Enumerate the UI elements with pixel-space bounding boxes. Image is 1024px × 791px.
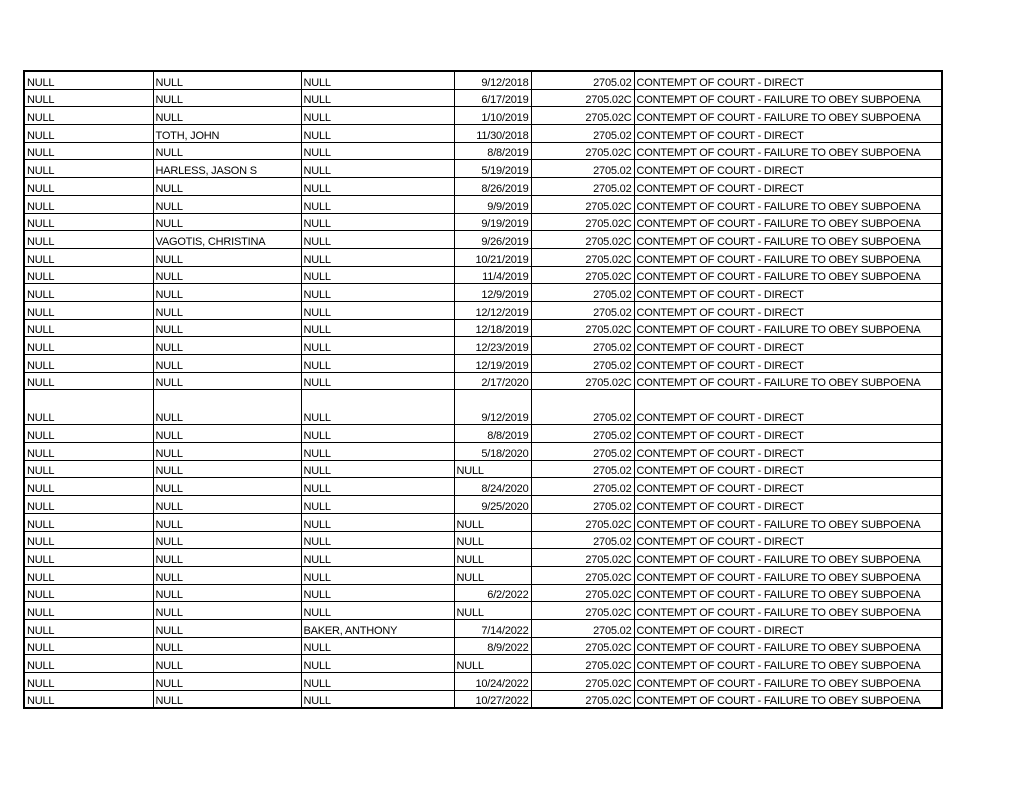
table-row bbox=[24, 195, 942, 213]
column-2-cell: NULL bbox=[153, 337, 301, 355]
column-2-cell: NULL bbox=[153, 602, 301, 620]
table-row bbox=[24, 71, 942, 89]
column-2-cell: NULL bbox=[153, 584, 301, 602]
date-cell: 10/27/2022 bbox=[454, 690, 531, 708]
charge-description-cell: CONTEMPT OF COURT - FAILURE TO OBEY SUBPOENA bbox=[634, 231, 942, 249]
charge-description-cell: CONTEMPT OF COURT - FAILURE TO OBEY SUBPOENA bbox=[634, 637, 942, 655]
charge-description-cell: CONTEMPT OF COURT - FAILURE TO OBEY SUBPOENA bbox=[634, 549, 942, 567]
charge-description-cell: CONTEMPT OF COURT - FAILURE TO OBEY SUBPOENA bbox=[634, 602, 942, 620]
column-1-cell: NULL bbox=[24, 195, 153, 213]
charge-description-cell: CONTEMPT OF COURT - DIRECT bbox=[634, 125, 942, 143]
table-row bbox=[24, 566, 942, 584]
charge-description-cell: CONTEMPT OF COURT - FAILURE TO OBEY SUBPOENA bbox=[634, 655, 942, 673]
statute-code-cell: 2705.02C bbox=[531, 637, 634, 655]
spreadsheet-page bbox=[23, 70, 941, 709]
statute-code-cell: 2705.02 bbox=[531, 619, 634, 637]
column-3-cell: NULL bbox=[301, 301, 454, 319]
column-3-cell: BAKER, ANTHONY bbox=[301, 619, 454, 637]
table-row bbox=[24, 142, 942, 160]
charge-description-cell: CONTEMPT OF COURT - DIRECT bbox=[634, 425, 942, 443]
charge-description-cell: CONTEMPT OF COURT - DIRECT bbox=[634, 160, 942, 178]
column-2-cell: NULL bbox=[153, 690, 301, 708]
column-2-cell: NULL bbox=[153, 213, 301, 231]
date-cell: 8/26/2019 bbox=[454, 178, 531, 196]
date-cell: NULL bbox=[454, 566, 531, 584]
table-row bbox=[24, 531, 942, 549]
statute-code-cell: 2705.02C bbox=[531, 655, 634, 673]
column-3-cell: NULL bbox=[301, 637, 454, 655]
column-1-cell: NULL bbox=[24, 673, 153, 691]
column-1-cell: NULL bbox=[24, 125, 153, 143]
column-3-cell: NULL bbox=[301, 160, 454, 178]
table-row bbox=[24, 602, 942, 620]
statute-code-cell: 2705.02C bbox=[531, 602, 634, 620]
charge-description-cell: CONTEMPT OF COURT - FAILURE TO OBEY SUBPOENA bbox=[634, 566, 942, 584]
charge-description-cell: CONTEMPT OF COURT - DIRECT bbox=[634, 390, 942, 425]
column-2-cell: NULL bbox=[153, 266, 301, 284]
column-3-cell: NULL bbox=[301, 266, 454, 284]
column-3-cell: NULL bbox=[301, 125, 454, 143]
statute-code-cell: 2705.02 bbox=[531, 460, 634, 478]
charge-description-cell: CONTEMPT OF COURT - FAILURE TO OBEY SUBPOENA bbox=[634, 584, 942, 602]
column-3-cell: NULL bbox=[301, 673, 454, 691]
column-1-cell: NULL bbox=[24, 690, 153, 708]
column-2-cell: NULL bbox=[153, 566, 301, 584]
charge-description-cell: CONTEMPT OF COURT - DIRECT bbox=[634, 443, 942, 461]
charge-description-cell: CONTEMPT OF COURT - FAILURE TO OBEY SUBPOENA bbox=[634, 513, 942, 531]
table-row bbox=[24, 584, 942, 602]
column-2-cell: NULL bbox=[153, 513, 301, 531]
statute-code-cell: 2705.02C bbox=[531, 690, 634, 708]
column-3-cell: NULL bbox=[301, 655, 454, 673]
column-1-cell: NULL bbox=[24, 71, 153, 89]
date-cell: 11/30/2018 bbox=[454, 125, 531, 143]
column-2-cell: NULL bbox=[153, 301, 301, 319]
statute-code-cell: 2705.02C bbox=[531, 372, 634, 390]
column-1-cell: NULL bbox=[24, 355, 153, 373]
table-row bbox=[24, 549, 942, 567]
column-3-cell: NULL bbox=[301, 178, 454, 196]
column-2-cell: NULL bbox=[153, 390, 301, 425]
column-3-cell: NULL bbox=[301, 390, 454, 425]
statute-code-cell: 2705.02C bbox=[531, 195, 634, 213]
table-row bbox=[24, 690, 942, 708]
column-2-cell: NULL bbox=[153, 460, 301, 478]
charge-description-cell: CONTEMPT OF COURT - DIRECT bbox=[634, 478, 942, 496]
table-row bbox=[24, 673, 942, 691]
column-2-cell: NULL bbox=[153, 637, 301, 655]
statute-code-cell: 2705.02 bbox=[531, 355, 634, 373]
charge-description-cell: CONTEMPT OF COURT - DIRECT bbox=[634, 284, 942, 302]
statute-code-cell: 2705.02C bbox=[531, 213, 634, 231]
column-3-cell: NULL bbox=[301, 425, 454, 443]
charge-description-cell: CONTEMPT OF COURT - FAILURE TO OBEY SUBPOENA bbox=[634, 248, 942, 266]
statute-code-cell: 2705.02C bbox=[531, 513, 634, 531]
date-cell: 9/26/2019 bbox=[454, 231, 531, 249]
column-1-cell: NULL bbox=[24, 301, 153, 319]
column-1-cell: NULL bbox=[24, 266, 153, 284]
statute-code-cell: 2705.02C bbox=[531, 89, 634, 107]
table-row bbox=[24, 248, 942, 266]
column-1-cell: NULL bbox=[24, 513, 153, 531]
column-3-cell: NULL bbox=[301, 478, 454, 496]
column-1-cell: NULL bbox=[24, 372, 153, 390]
column-2-cell: NULL bbox=[153, 549, 301, 567]
column-3-cell: NULL bbox=[301, 248, 454, 266]
statute-code-cell: 2705.02C bbox=[531, 673, 634, 691]
charge-description-cell: CONTEMPT OF COURT - DIRECT bbox=[634, 619, 942, 637]
table-row bbox=[24, 637, 942, 655]
column-1-cell: NULL bbox=[24, 496, 153, 514]
column-1-cell: NULL bbox=[24, 531, 153, 549]
charge-description-cell: CONTEMPT OF COURT - DIRECT bbox=[634, 71, 942, 89]
column-1-cell: NULL bbox=[24, 160, 153, 178]
column-2-cell: NULL bbox=[153, 178, 301, 196]
table-row bbox=[24, 284, 942, 302]
statute-code-cell: 2705.02 bbox=[531, 71, 634, 89]
statute-code-cell: 2705.02C bbox=[531, 266, 634, 284]
table-row bbox=[24, 513, 942, 531]
statute-code-cell: 2705.02C bbox=[531, 584, 634, 602]
column-3-cell: NULL bbox=[301, 566, 454, 584]
column-2-cell: NULL bbox=[153, 284, 301, 302]
column-2-cell: NULL bbox=[153, 619, 301, 637]
statute-code-cell: 2705.02 bbox=[531, 337, 634, 355]
date-cell: 9/12/2018 bbox=[454, 71, 531, 89]
date-cell: 12/19/2019 bbox=[454, 355, 531, 373]
charge-description-cell: CONTEMPT OF COURT - FAILURE TO OBEY SUBPOENA bbox=[634, 107, 942, 125]
column-3-cell: NULL bbox=[301, 584, 454, 602]
date-cell: NULL bbox=[454, 460, 531, 478]
column-2-cell: TOTH, JOHN bbox=[153, 125, 301, 143]
column-1-cell: NULL bbox=[24, 602, 153, 620]
table-row bbox=[24, 266, 942, 284]
charge-description-cell: CONTEMPT OF COURT - DIRECT bbox=[634, 531, 942, 549]
statute-code-cell: 2705.02C bbox=[531, 549, 634, 567]
date-cell: 11/4/2019 bbox=[454, 266, 531, 284]
date-cell: 8/24/2020 bbox=[454, 478, 531, 496]
charge-description-cell: CONTEMPT OF COURT - FAILURE TO OBEY SUBPOENA bbox=[634, 266, 942, 284]
date-cell: 12/9/2019 bbox=[454, 284, 531, 302]
table-row bbox=[24, 496, 942, 514]
table-row bbox=[24, 655, 942, 673]
column-1-cell: NULL bbox=[24, 337, 153, 355]
date-cell: 9/25/2020 bbox=[454, 496, 531, 514]
column-3-cell: NULL bbox=[301, 355, 454, 373]
column-2-cell: NULL bbox=[153, 531, 301, 549]
table-row bbox=[24, 319, 942, 337]
column-2-cell: NULL bbox=[153, 425, 301, 443]
date-cell: NULL bbox=[454, 549, 531, 567]
table-row bbox=[24, 160, 942, 178]
table-row bbox=[24, 213, 942, 231]
column-3-cell: NULL bbox=[301, 443, 454, 461]
charge-description-cell: CONTEMPT OF COURT - DIRECT bbox=[634, 178, 942, 196]
column-1-cell: NULL bbox=[24, 231, 153, 249]
date-cell: 2/17/2020 bbox=[454, 372, 531, 390]
date-cell: 10/21/2019 bbox=[454, 248, 531, 266]
statute-code-cell: 2705.02 bbox=[531, 125, 634, 143]
column-2-cell: NULL bbox=[153, 107, 301, 125]
column-2-cell: NULL bbox=[153, 478, 301, 496]
date-cell: NULL bbox=[454, 602, 531, 620]
charge-description-cell: CONTEMPT OF COURT - FAILURE TO OBEY SUBPOENA bbox=[634, 195, 942, 213]
charge-description-cell: CONTEMPT OF COURT - DIRECT bbox=[634, 460, 942, 478]
column-1-cell: NULL bbox=[24, 89, 153, 107]
date-cell: 5/18/2020 bbox=[454, 443, 531, 461]
column-2-cell: NULL bbox=[153, 248, 301, 266]
charge-description-cell: CONTEMPT OF COURT - FAILURE TO OBEY SUBPOENA bbox=[634, 142, 942, 160]
date-cell: NULL bbox=[454, 655, 531, 673]
statute-code-cell: 2705.02C bbox=[531, 566, 634, 584]
table-row bbox=[24, 390, 942, 425]
charge-description-cell: CONTEMPT OF COURT - DIRECT bbox=[634, 496, 942, 514]
statute-code-cell: 2705.02 bbox=[531, 301, 634, 319]
column-1-cell: NULL bbox=[24, 478, 153, 496]
date-cell: 9/19/2019 bbox=[454, 213, 531, 231]
column-3-cell: NULL bbox=[301, 142, 454, 160]
column-1-cell: NULL bbox=[24, 655, 153, 673]
column-3-cell: NULL bbox=[301, 107, 454, 125]
column-3-cell: NULL bbox=[301, 195, 454, 213]
column-1-cell: NULL bbox=[24, 566, 153, 584]
column-2-cell: NULL bbox=[153, 89, 301, 107]
date-cell: 1/10/2019 bbox=[454, 107, 531, 125]
statute-code-cell: 2705.02C bbox=[531, 319, 634, 337]
statute-code-cell: 2705.02 bbox=[531, 531, 634, 549]
column-3-cell: NULL bbox=[301, 531, 454, 549]
column-3-cell: NULL bbox=[301, 496, 454, 514]
date-cell: 9/9/2019 bbox=[454, 195, 531, 213]
statute-code-cell: 2705.02C bbox=[531, 107, 634, 125]
date-cell: 8/8/2019 bbox=[454, 142, 531, 160]
column-3-cell: NULL bbox=[301, 513, 454, 531]
column-1-cell: NULL bbox=[24, 213, 153, 231]
date-cell: 10/24/2022 bbox=[454, 673, 531, 691]
column-3-cell: NULL bbox=[301, 231, 454, 249]
column-1-cell: NULL bbox=[24, 549, 153, 567]
date-cell: 9/12/2019 bbox=[454, 390, 531, 425]
table-row bbox=[24, 337, 942, 355]
column-2-cell: HARLESS, JASON S bbox=[153, 160, 301, 178]
charge-description-cell: CONTEMPT OF COURT - FAILURE TO OBEY SUBPOENA bbox=[634, 690, 942, 708]
column-1-cell: NULL bbox=[24, 443, 153, 461]
column-1-cell: NULL bbox=[24, 142, 153, 160]
column-1-cell: NULL bbox=[24, 460, 153, 478]
column-3-cell: NULL bbox=[301, 460, 454, 478]
statute-code-cell: 2705.02C bbox=[531, 248, 634, 266]
column-2-cell: NULL bbox=[153, 443, 301, 461]
table-row bbox=[24, 478, 942, 496]
charge-description-cell: CONTEMPT OF COURT - FAILURE TO OBEY SUBPOENA bbox=[634, 372, 942, 390]
date-cell: 8/8/2019 bbox=[454, 425, 531, 443]
statute-code-cell: 2705.02 bbox=[531, 390, 634, 425]
column-1-cell: NULL bbox=[24, 390, 153, 425]
date-cell: 12/18/2019 bbox=[454, 319, 531, 337]
column-2-cell: NULL bbox=[153, 319, 301, 337]
charge-description-cell: CONTEMPT OF COURT - FAILURE TO OBEY SUBPOENA bbox=[634, 319, 942, 337]
column-3-cell: NULL bbox=[301, 319, 454, 337]
column-2-cell: NULL bbox=[153, 195, 301, 213]
date-cell: 6/17/2019 bbox=[454, 89, 531, 107]
table-row bbox=[24, 178, 942, 196]
column-3-cell: NULL bbox=[301, 690, 454, 708]
records-table-body bbox=[24, 71, 942, 708]
table-row bbox=[24, 443, 942, 461]
column-3-cell: NULL bbox=[301, 213, 454, 231]
date-cell: 5/19/2019 bbox=[454, 160, 531, 178]
column-2-cell: NULL bbox=[153, 655, 301, 673]
records-table bbox=[23, 70, 943, 709]
statute-code-cell: 2705.02 bbox=[531, 425, 634, 443]
table-row bbox=[24, 355, 942, 373]
column-1-cell: NULL bbox=[24, 178, 153, 196]
column-1-cell: NULL bbox=[24, 584, 153, 602]
column-2-cell: VAGOTIS, CHRISTINA bbox=[153, 231, 301, 249]
table-row bbox=[24, 460, 942, 478]
column-2-cell: NULL bbox=[153, 71, 301, 89]
column-1-cell: NULL bbox=[24, 637, 153, 655]
column-3-cell: NULL bbox=[301, 549, 454, 567]
charge-description-cell: CONTEMPT OF COURT - DIRECT bbox=[634, 301, 942, 319]
date-cell: 6/2/2022 bbox=[454, 584, 531, 602]
table-row bbox=[24, 425, 942, 443]
statute-code-cell: 2705.02 bbox=[531, 160, 634, 178]
column-2-cell: NULL bbox=[153, 355, 301, 373]
table-row bbox=[24, 89, 942, 107]
statute-code-cell: 2705.02C bbox=[531, 142, 634, 160]
column-3-cell: NULL bbox=[301, 602, 454, 620]
date-cell: 7/14/2022 bbox=[454, 619, 531, 637]
charge-description-cell: CONTEMPT OF COURT - DIRECT bbox=[634, 337, 942, 355]
column-2-cell: NULL bbox=[153, 142, 301, 160]
charge-description-cell: CONTEMPT OF COURT - FAILURE TO OBEY SUBPOENA bbox=[634, 213, 942, 231]
column-2-cell: NULL bbox=[153, 496, 301, 514]
statute-code-cell: 2705.02 bbox=[531, 284, 634, 302]
date-cell: 12/12/2019 bbox=[454, 301, 531, 319]
column-1-cell: NULL bbox=[24, 284, 153, 302]
date-cell: 8/9/2022 bbox=[454, 637, 531, 655]
column-1-cell: NULL bbox=[24, 619, 153, 637]
column-1-cell: NULL bbox=[24, 425, 153, 443]
statute-code-cell: 2705.02 bbox=[531, 496, 634, 514]
table-row bbox=[24, 107, 942, 125]
date-cell: 12/23/2019 bbox=[454, 337, 531, 355]
column-1-cell: NULL bbox=[24, 248, 153, 266]
column-3-cell: NULL bbox=[301, 372, 454, 390]
date-cell: NULL bbox=[454, 513, 531, 531]
table-row bbox=[24, 372, 942, 390]
statute-code-cell: 2705.02 bbox=[531, 478, 634, 496]
charge-description-cell: CONTEMPT OF COURT - FAILURE TO OBEY SUBPOENA bbox=[634, 89, 942, 107]
column-2-cell: NULL bbox=[153, 673, 301, 691]
column-3-cell: NULL bbox=[301, 89, 454, 107]
table-row bbox=[24, 619, 942, 637]
statute-code-cell: 2705.02C bbox=[531, 231, 634, 249]
table-row bbox=[24, 125, 942, 143]
charge-description-cell: CONTEMPT OF COURT - DIRECT bbox=[634, 355, 942, 373]
table-row bbox=[24, 231, 942, 249]
column-3-cell: NULL bbox=[301, 71, 454, 89]
column-1-cell: NULL bbox=[24, 319, 153, 337]
column-3-cell: NULL bbox=[301, 337, 454, 355]
column-2-cell: NULL bbox=[153, 372, 301, 390]
column-1-cell: NULL bbox=[24, 107, 153, 125]
column-3-cell: NULL bbox=[301, 284, 454, 302]
statute-code-cell: 2705.02 bbox=[531, 443, 634, 461]
date-cell: NULL bbox=[454, 531, 531, 549]
table-row bbox=[24, 301, 942, 319]
charge-description-cell: CONTEMPT OF COURT - FAILURE TO OBEY SUBPOENA bbox=[634, 673, 942, 691]
statute-code-cell: 2705.02 bbox=[531, 178, 634, 196]
